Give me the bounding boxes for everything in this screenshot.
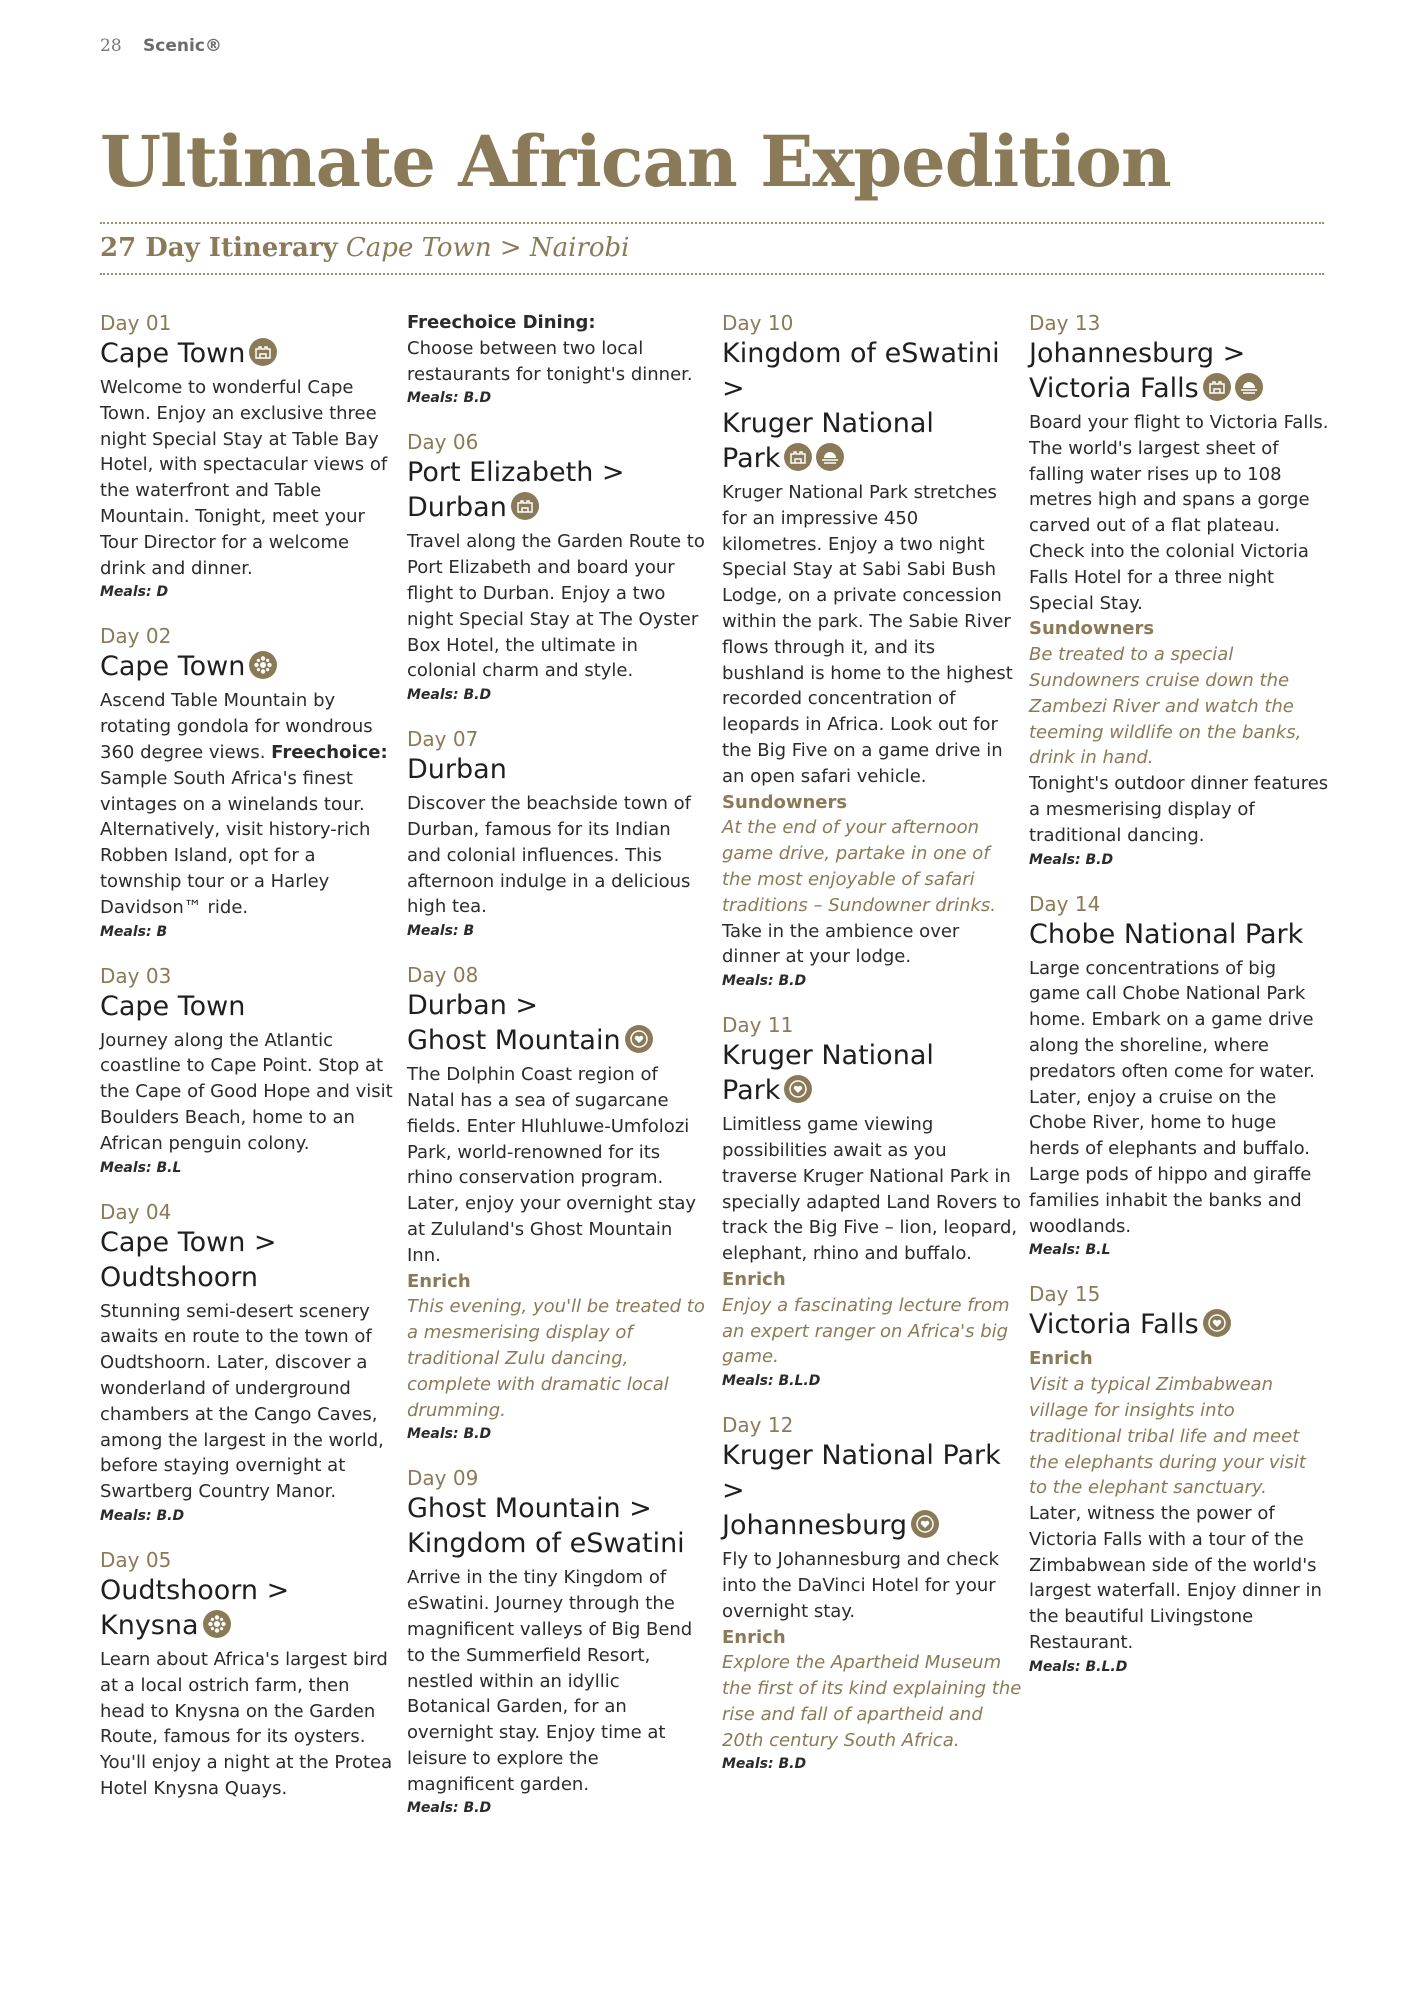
day-description: Choose between two local restaurants for tonight's dinner.: [407, 337, 693, 385]
day-label: Day 08: [407, 963, 479, 988]
day-title: Victoria Falls: [1029, 1307, 1329, 1342]
day-12: [722, 1412, 1022, 1775]
day-title: Durban: [407, 754, 507, 786]
day-title: Oudtshoorn > Knysna: [100, 1574, 290, 1641]
meals: Meals: B.D: [407, 687, 492, 704]
freechoice-dining: [407, 310, 707, 409]
sundowners-heading: Sundowners: [722, 791, 848, 813]
meals: Meals: B.L: [1029, 1242, 1111, 1259]
day-description: Board your flight to Victoria Falls. The world's largest sheet of falling water rises up to 108 metres high and spans a gorge carved out of a flat plateau. Check into the colonial Victoria Falls Hotel for a three night Special Stay.: [1029, 412, 1329, 614]
enrich-icon: [625, 1025, 653, 1053]
column-4: [1029, 310, 1329, 1698]
itinerary-route: Cape Town > Nairobi: [345, 233, 630, 263]
day-label: Day 07: [407, 727, 479, 752]
meals: Meals: B.L.D: [1029, 1658, 1128, 1675]
day-description-extra: Tonight's outdoor dinner features a mesmerising display of traditional dancing.: [1029, 773, 1329, 846]
day-description: Stunning semi-desert scenery awaits en route to the town of Oudtshoorn. Later, discover a wonderland of underground chambers at the Cango Caves, among the largest in the world, before staying overnight at Swartberg Country Manor.: [100, 1300, 384, 1503]
day-description: Ascend Table Mountain by rotating gondola for wondrous 360 degree views. Freechoice: Sample South Africa's finest vintages on a winelands tour. Alternatively, visit history-rich Robben Island, opt for a township tour or a Harley Davidson™ ride.: [100, 690, 388, 918]
column-1: [100, 310, 400, 1822]
page-number: 28: [100, 36, 122, 56]
enrich-heading: Enrich: [722, 1268, 786, 1290]
day-label: Day 04: [100, 1199, 172, 1224]
enrich-heading: Enrich: [722, 1626, 786, 1648]
day-11: [722, 1012, 1022, 1392]
meals: Meals: B.L: [100, 1159, 182, 1176]
day-title: Port Elizabeth > Durban: [407, 457, 625, 524]
freechoice-label: Freechoice:: [271, 741, 388, 763]
freechoice-icon: [203, 1610, 231, 1638]
day-label: Day 05: [100, 1547, 172, 1572]
day-01: [100, 310, 400, 603]
meals: Meals: B.D: [722, 973, 807, 990]
day-description: Learn about Africa's largest bird at a local ostrich farm, then head to Knysna on the Garden Route, famous for its oysters. You'll enjoy a night at the Protea Hotel Knysna Quays.: [100, 1648, 393, 1799]
page-title: Ultimate African Expedition: [100, 120, 1171, 203]
day-label: Day 15: [1029, 1282, 1101, 1307]
enrich-description: Visit a typical Zimbabwean village for insights into traditional tribal life and meet the elephants during your visit to the elephant sanctuary.: [1029, 1374, 1306, 1499]
day-label: Day 11: [722, 1013, 794, 1038]
day-06: [407, 429, 707, 706]
day-description: Welcome to wonderful Cape Town. Enjoy an exclusive three night Special Stay at Table Bay Hotel, with spectacular views of the waterfront and Table Mountain. Tonight, meet your Tour Director for a welcome drink and dinner.: [100, 377, 388, 579]
day-description: Arrive in the tiny Kingdom of eSwatini. Journey through the magnificent valleys of Big Bend to the Summerfield Resort, nestled within an idyllic Botanical Garden, for an overnight stay. Enjoy time at leisure to explore the magnificent garden.: [407, 1567, 693, 1795]
day-10: [722, 310, 1022, 992]
meals: Meals: B.D: [1029, 851, 1114, 868]
column-2: [407, 310, 707, 1839]
freechoice-icon: [249, 651, 277, 679]
day-label: Day 10: [722, 311, 794, 335]
day-label: Day 03: [100, 963, 172, 988]
freechoice-dining-label: Freechoice Dining:: [407, 312, 596, 333]
day-title: Johannesburg > Victoria Falls: [1029, 336, 1329, 406]
enrich-icon: [784, 1075, 812, 1103]
meals: Meals: B.D: [100, 1507, 185, 1524]
enrich-icon: [1203, 1309, 1231, 1337]
day-08: [407, 962, 707, 1445]
meals: Meals: B.D: [407, 1800, 492, 1817]
day-description: Fly to Johannesburg and check into the DaVinci Hotel for your overnight stay.: [722, 1549, 999, 1622]
day-label: Day 06: [407, 430, 479, 455]
sundowner-icon: [1235, 373, 1263, 401]
meals: Meals: B.D: [722, 1756, 807, 1773]
day-07: [407, 726, 707, 942]
day-13: [1029, 310, 1329, 871]
day-title: Kingdom of eSwatini > Kruger National Park: [722, 338, 1000, 474]
day-description: Later, witness the power of Victoria Falls with a tour of the Zimbabwean side of the world's largest waterfall. Enjoy dinner in the beautiful Livingstone Restaurant.: [1029, 1503, 1322, 1654]
day-03: [100, 963, 400, 1179]
enrich-heading: Enrich: [1029, 1348, 1093, 1370]
meals: Meals: B.D: [407, 390, 492, 407]
day-09: [407, 1465, 707, 1819]
itinerary-summary: [100, 233, 630, 263]
sundowners-description: At the end of your afternoon game drive, partake in one of the most enjoyable of safari traditions – Sundowner drinks.: [722, 817, 996, 916]
day-description: Kruger National Park stretches for an impressive 450 kilometres. Enjoy a two night Special Stay at Sabi Sabi Bush Lodge, on a private concession within the park. The Sabie River flows through it, and its bushland is home to the highest recorded concentration of leopards in Africa. Look out for the Big Five on a game drive in an open safari vehicle.: [722, 482, 1013, 787]
day-label: Day 01: [100, 311, 172, 335]
day-label: Day 12: [722, 1413, 794, 1438]
sundowners-description: Be treated to a special Sundowners cruise down the Zambezi River and watch the teeming wildlife on the banks, drink in hand.: [1029, 644, 1302, 769]
day-title: Cape Town > Oudtshoorn: [100, 1226, 277, 1293]
day-description: The Dolphin Coast region of Natal has a sea of sugarcane fields. Enter Hluhluwe-Umfolozi Park, world-renowned for its rhino conservation program. Later, enjoy your overnight stay at Zululand's Ghost Mountain Inn.: [407, 1064, 697, 1266]
hotel-icon: [511, 492, 539, 520]
enrich-description: Explore the Apartheid Museum the first of its kind explaining the rise and fall of apartheid and 20th century South Africa.: [722, 1652, 1022, 1751]
itinerary-length: 27 Day Itinerary: [100, 233, 338, 263]
day-title: Kruger National Park > Johannesburg: [722, 1440, 1001, 1542]
divider-bottom: [100, 273, 1324, 275]
day-02: [100, 623, 400, 942]
day-description: Limitless game viewing possibilities await as you traverse Kruger National Park in specially adapted Land Rovers to track the Big Five – lion, leopard, elephant, rhino and buffalo.: [722, 1114, 1021, 1265]
day-title: Kruger National Park: [722, 1040, 934, 1107]
meals: Meals: B.L.D: [722, 1373, 821, 1390]
day-14: [1029, 891, 1329, 1262]
enrich-icon: [911, 1510, 939, 1538]
day-title: Cape Town: [100, 990, 246, 1022]
enrich-heading: Enrich: [407, 1270, 471, 1292]
day-label: Day 14: [1029, 891, 1101, 916]
divider-top: [100, 222, 1324, 224]
day-label: Day 02: [100, 624, 172, 649]
day-15: [1029, 1281, 1329, 1678]
day-description: Travel along the Garden Route to Port Elizabeth and board your flight to Durban. Enjoy a two night Special Stay at The Oyster Box Hotel, the ultimate in colonial charm and style.: [407, 531, 705, 682]
page-header: [100, 36, 222, 56]
day-title: Durban > Ghost Mountain: [407, 988, 707, 1058]
day-label: Day 09: [407, 1466, 479, 1491]
brand-name: Scenic®: [143, 36, 222, 56]
day-description: Large concentrations of big game call Chobe National Park home. Embark on a game drive along the shoreline, where predators often come for water. Later, enjoy a cruise on the Chobe River, home to huge herds of elephants and buffalo. Large pods of hippo and giraffe families inhabit the banks and woodlands.: [1029, 957, 1315, 1237]
day-description: Discover the beachside town of Durban, famous for its Indian and colonial influences. This afternoon indulge in a delicious high tea.: [407, 793, 691, 918]
day-title: Chobe National Park: [1029, 918, 1304, 950]
day-04: [100, 1199, 400, 1527]
enrich-description: Enjoy a fascinating lecture from an expert ranger on Africa's big game.: [722, 1294, 1010, 1368]
day-label: Day 13: [1029, 311, 1101, 335]
hotel-icon: [1203, 373, 1231, 401]
meals: Meals: B.D: [407, 1426, 492, 1443]
meals: Meals: B: [407, 923, 475, 940]
day-title: Cape Town: [100, 649, 400, 684]
meals: Meals: B: [100, 923, 168, 940]
meals: Meals: D: [100, 584, 169, 601]
sundowners-heading: Sundowners: [1029, 618, 1155, 640]
day-title: Cape Town: [100, 336, 400, 371]
hotel-icon: [784, 443, 812, 471]
day-description: Journey along the Atlantic coastline to Cape Point. Stop at the Cape of Good Hope and visit Boulders Beach, home to an African penguin colony.: [100, 1029, 393, 1154]
column-3: [722, 310, 1022, 1795]
day-description-extra: Take in the ambience over dinner at your lodge.: [722, 920, 960, 968]
day-title: Ghost Mountain > Kingdom of eSwatini: [407, 1493, 685, 1560]
sundowner-icon: [816, 443, 844, 471]
hotel-icon: [249, 338, 277, 366]
day-05: [100, 1547, 400, 1802]
enrich-description: This evening, you'll be treated to a mesmerising display of traditional Zulu dancing, complete with dramatic local drumming.: [407, 1296, 705, 1421]
